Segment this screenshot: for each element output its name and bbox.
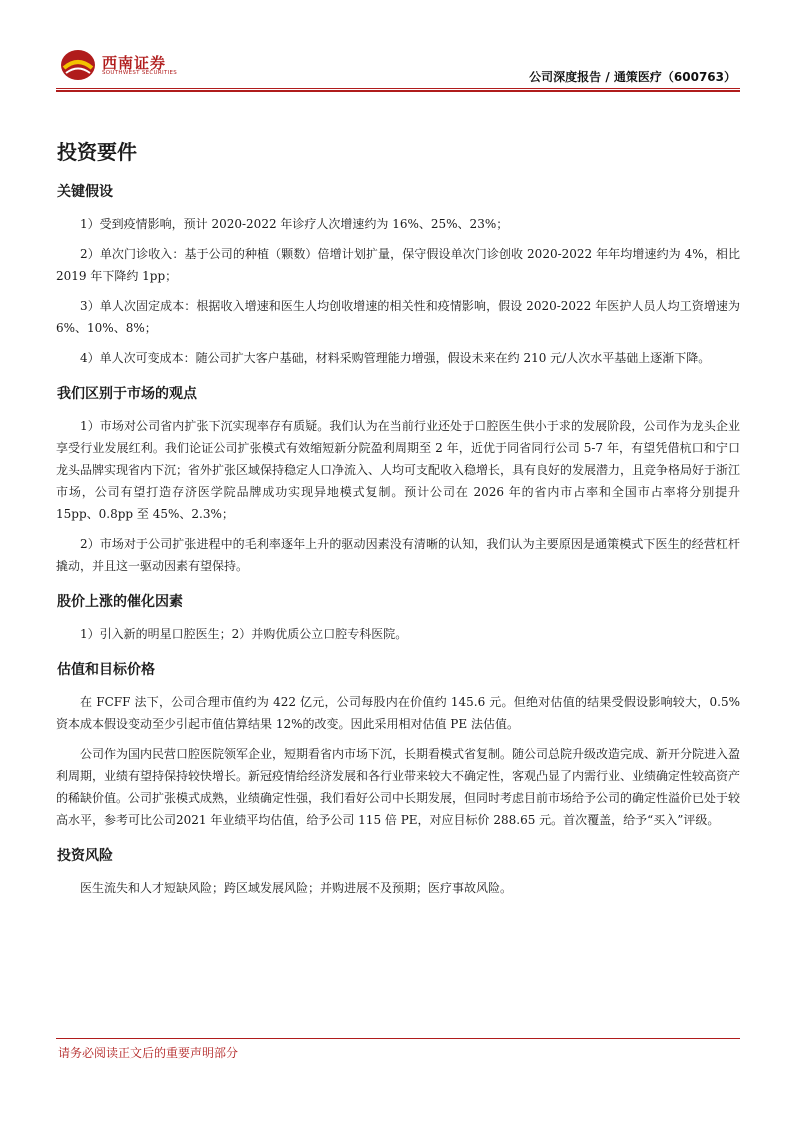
brand-name-en: SOUTHWEST SECURITIES bbox=[102, 70, 178, 76]
paragraph: 3）单人次固定成本：根据收入增速和医生人均创收增速的相关性和疫情影响，假设 2020-2022 年医护人员人均工资增速为 6%、10%、8%； bbox=[56, 299, 740, 335]
section-heading: 我们区别于市场的观点 bbox=[57, 386, 197, 402]
section-heading: 投资风险 bbox=[57, 848, 113, 864]
report-label: 公司深度报告 / 通策医疗（600763） bbox=[529, 70, 736, 84]
footer-notice: 请务必阅读正文后的重要声明部分 bbox=[58, 1046, 239, 1060]
section-catalysts bbox=[56, 591, 740, 645]
paragraph: 医生流失和人才短缺风险；跨区域发展风险；并购进展不及预期；医疗事故风险。 bbox=[80, 881, 513, 895]
section-risks bbox=[56, 845, 740, 899]
paragraph: 4）单人次可变成本：随公司扩大客户基础，材料采购管理能力增强，假设未来在约 210 元/人次水平基础上逐渐下降。 bbox=[80, 351, 711, 365]
paragraph: 公司作为国内民营口腔医院领军企业，短期看省内市场下沉，长期看模式省复制。随公司总院升级改造完成、新开分院进入盈利周期，业绩有望持保持较快增长。新冠疫情给经济发展和各行业带来较大不确定性，客观凸显了内需行业、业绩确定性较高资产的稀缺价值。公司扩张模式成熟，业绩确定性强，我们看好公司中长期发展，但同时考虑目前市场给予公司的确定性溢价已处于较高水平，参考可比公司2021 年业绩平均估值，给予公司 115 倍 PE，对应目标价 288.65 元。首次覆盖，给予“买入”评级。 bbox=[56, 747, 741, 827]
header-divider-thick bbox=[56, 90, 740, 92]
paragraph: 2）单次门诊收入：基于公司的种植（颗数）倍增计划扩量，保守假设单次门诊创收 2020-2022 年年均增速约为 4%，相比 2019 年下降约 1pp； bbox=[56, 247, 740, 283]
section-key-assumptions bbox=[56, 181, 740, 369]
section-heading: 股价上涨的催化因素 bbox=[57, 594, 183, 610]
section-differentiated-view bbox=[56, 383, 740, 577]
page-header bbox=[56, 44, 740, 90]
paragraph: 2）市场对于公司扩张进程中的毛利率逐年上升的驱动因素没有清晰的认知，我们认为主要原因是通策模式下医生的经营杠杆撬动，并且这一驱动因素有望保持。 bbox=[56, 537, 740, 573]
section-heading: 估值和目标价格 bbox=[57, 662, 155, 678]
southwest-securities-logo bbox=[58, 48, 98, 82]
paragraph: 在 FCFF 法下，公司合理市值约为 422 亿元，公司每股内在价值约 145.6 元。但绝对估值的结果受假设影响较大，0.5%资本成本假设变动至少引起市值估算结果 12%的改变。因此采用相对估值 PE 法估值。 bbox=[56, 695, 740, 731]
paragraph: 1）受到疫情影响，预计 2020-2022 年诊疗人次增速约为 16%、25%、23%； bbox=[80, 217, 509, 231]
header-divider bbox=[56, 88, 740, 89]
footer-divider bbox=[56, 1038, 740, 1039]
brand-name-cn: 西南证券 bbox=[102, 54, 167, 72]
section-heading: 关键假设 bbox=[57, 184, 113, 200]
page-title: 投资要件 bbox=[57, 140, 137, 164]
section-valuation bbox=[56, 659, 740, 831]
paragraph: 1）引入新的明星口腔医生；2）并购优质公立口腔专科医院。 bbox=[80, 627, 408, 641]
main-content bbox=[56, 136, 740, 913]
paragraph: 1）市场对公司省内扩张下沉实现率存有质疑。我们认为在当前行业还处于口腔医生供小于求的发展阶段，公司作为龙头企业享受行业发展红利。我们论证公司扩张模式有效缩短新分院盈利周期至 2 年，近优于同省同行公司 5-7 年，有望凭借杭口和宁口龙头品牌实现省内下沉；省外扩张区域保持稳定人口净流入、人均可支配收入稳增长，具有良好的发展潜力，且竞争格局好于浙江市场，公司有望打造存济医学院品牌成功实现异地模式复制。预计公司在 2026 年的省内市占率和全国市占率将分别提升 15pp、0.8pp 至 45%、2.3%； bbox=[56, 419, 741, 521]
